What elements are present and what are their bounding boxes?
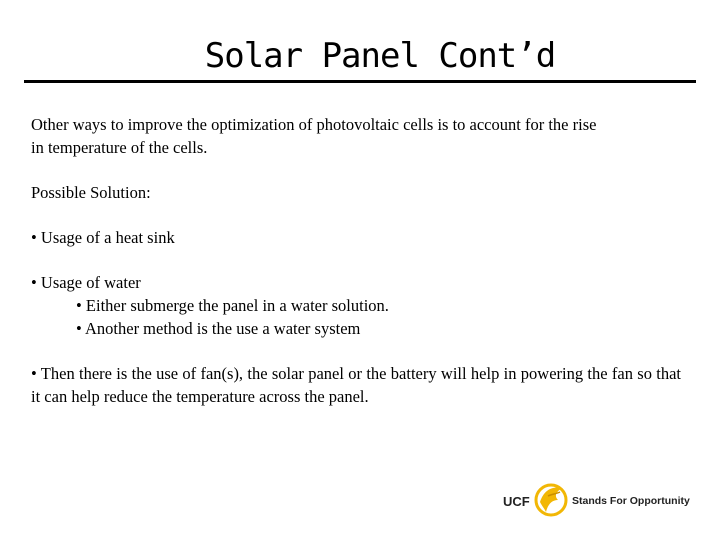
slide-body	[31, 113, 681, 408]
ucf-tagline: Stands For Opportunity	[572, 495, 690, 507]
pegasus-logo-icon	[534, 482, 568, 518]
possible-solution-label: Possible Solution:	[31, 183, 151, 202]
intro-line-2: in temperature of the cells.	[31, 138, 208, 157]
ucf-wordmark: UCF	[503, 494, 530, 509]
bullet-water: • Usage of water	[31, 273, 141, 292]
bullet-heat-sink: • Usage of a heat sink	[31, 228, 175, 247]
intro-line-1: Other ways to improve the optimization of photovoltaic cells is to account for the rise	[31, 115, 597, 134]
title-divider	[24, 80, 696, 83]
sub-bullet-water-system: • Another method is the use a water system	[76, 319, 361, 338]
ucf-footer	[500, 482, 700, 518]
slide-title: Solar Panel Cont’d	[204, 36, 556, 76]
sub-bullet-submerge: • Either submerge the panel in a water solution.	[76, 296, 389, 315]
bullet-fan: • Then there is the use of fan(s), the solar panel or the battery will help in powering the fan so that it can help reduce the temperature across the panel.	[31, 364, 681, 406]
